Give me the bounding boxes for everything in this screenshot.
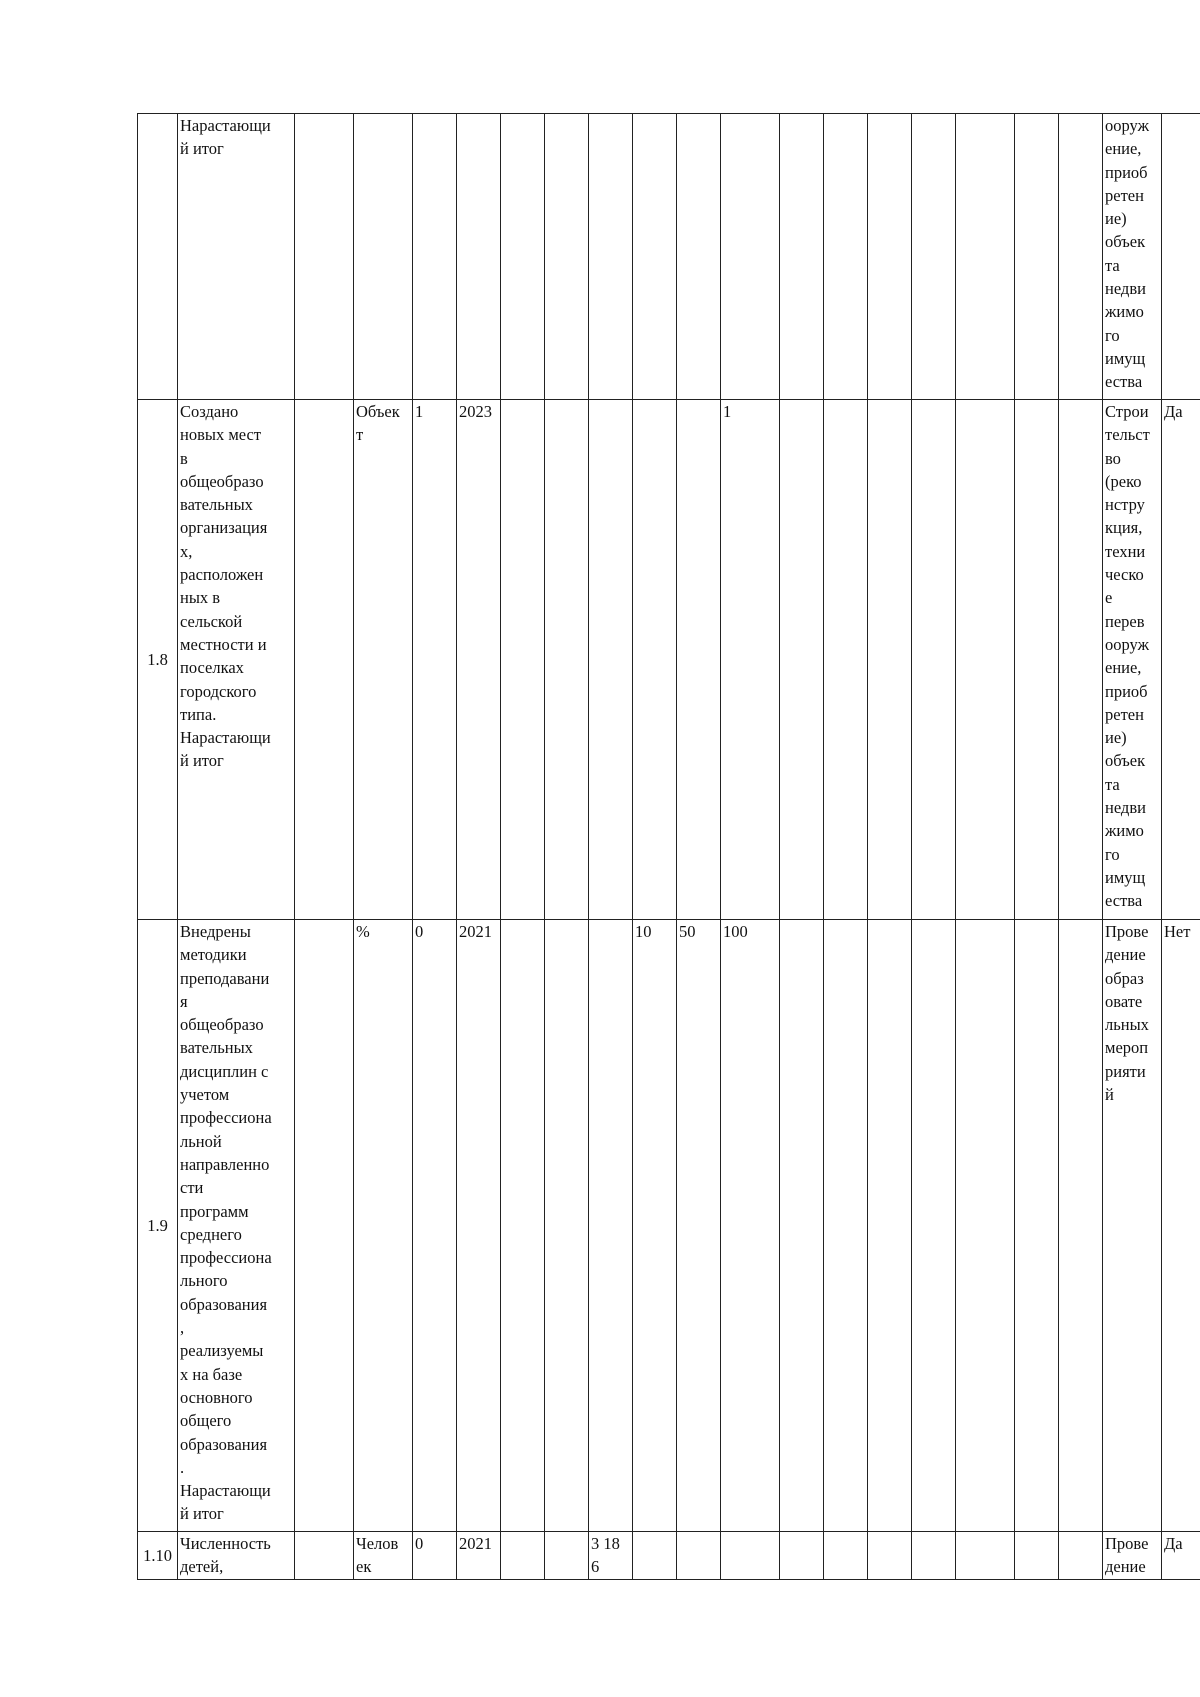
row-number-text: 1.9: [147, 1215, 168, 1235]
period-value: [868, 1532, 912, 1580]
period-value: [1015, 114, 1059, 400]
unit-of-measure-text: Челов ек: [356, 1534, 399, 1577]
period-value: [1015, 1532, 1059, 1580]
period-value: [1059, 920, 1103, 1532]
base-year-text: 2021: [459, 922, 492, 941]
event-type-text: Прове дение: [1105, 1534, 1149, 1577]
period-value: [589, 114, 633, 400]
base-year: [457, 114, 501, 400]
period-value: [956, 920, 1015, 1532]
event-type-text: Прове дение образ овате льных мероп рияти й: [1105, 922, 1149, 1105]
row-number: [138, 114, 178, 400]
empty-cell: [295, 920, 354, 1532]
table-row: [138, 1532, 1200, 1580]
period-value-text: 3 18 6: [591, 1534, 620, 1577]
event-type-text: ооруж ение, приоб ретен ие) объек та недви жимо го имущ ества: [1105, 116, 1149, 392]
period-value: [721, 920, 780, 1532]
base-value-text: 1: [415, 402, 424, 421]
period-value: [956, 1532, 1015, 1580]
unit-of-measure-text: %: [356, 922, 370, 941]
period-value: [501, 1532, 545, 1580]
period-value: [721, 400, 780, 920]
period-value: [501, 920, 545, 1532]
period-value: [868, 114, 912, 400]
period-value: [1015, 920, 1059, 1532]
flag-value-text: Да: [1164, 402, 1183, 421]
row-number: [138, 400, 178, 920]
flag-value: [1162, 400, 1200, 920]
period-value: [677, 114, 721, 400]
base-year-text: 2023: [459, 402, 492, 421]
period-value: [633, 400, 677, 920]
empty-cell: [295, 114, 354, 400]
period-value: [1059, 114, 1103, 400]
base-year-text: 2021: [459, 1534, 492, 1553]
empty-cell: [295, 400, 354, 920]
period-value: [545, 920, 589, 1532]
period-value: [824, 400, 868, 920]
period-value-text: 1: [723, 402, 732, 421]
flag-value: [1162, 1532, 1200, 1580]
base-value-text: 0: [415, 1534, 424, 1553]
period-value: [912, 114, 956, 400]
indicator-name-text: Численность детей,: [180, 1534, 271, 1577]
flag-value-text: Да: [1164, 1534, 1183, 1553]
unit-of-measure-text: Объек т: [356, 402, 400, 445]
event-type: [1103, 1532, 1162, 1580]
indicator-table: [137, 113, 1200, 1580]
event-type: [1103, 920, 1162, 1532]
period-value: [868, 400, 912, 920]
period-value: [677, 920, 721, 1532]
period-value: [633, 114, 677, 400]
base-value-text: 0: [415, 922, 424, 941]
row-number: [138, 1532, 178, 1580]
unit-of-measure: [354, 114, 413, 400]
period-value: [780, 114, 824, 400]
indicator-name-text: Создано новых мест в общеобразо вательных организация х, расположен ных в сельской местности и поселках городского типа. Нарастающи й итог: [180, 402, 271, 771]
period-value: [912, 1532, 956, 1580]
table-row: [138, 114, 1200, 400]
flag-value-text: Нет: [1164, 922, 1191, 941]
period-value: [956, 114, 1015, 400]
period-value-text: 100: [723, 922, 748, 941]
period-value: [589, 920, 633, 1532]
period-value: [589, 400, 633, 920]
event-type-text: Строи тельст во (реко нстру кция, техни ческо е перев ооруж ение, приоб ретен ие) объек та недви жимо го имущ ества: [1105, 402, 1150, 911]
period-value: [501, 114, 545, 400]
period-value: [824, 1532, 868, 1580]
base-year: [457, 400, 501, 920]
row-number-text: 1.10: [143, 1545, 172, 1565]
period-value: [1059, 400, 1103, 920]
base-value: [413, 114, 457, 400]
unit-of-measure: [354, 1532, 413, 1580]
period-value: [824, 114, 868, 400]
table-row: [138, 400, 1200, 920]
period-value: [677, 1532, 721, 1580]
indicator-name-text: Внедрены методики преподавани я общеобразо вательных дисциплин с учетом профессиона льной направленно сти программ среднего профессиона льного образования , реализуемы х на базе основного общего образования . Нарастающи й итог: [180, 922, 272, 1524]
period-value: [589, 1532, 633, 1580]
period-value: [868, 920, 912, 1532]
period-value: [956, 400, 1015, 920]
period-value: [1059, 1532, 1103, 1580]
unit-of-measure: [354, 920, 413, 1532]
indicator-name: [178, 400, 295, 920]
base-value: [413, 1532, 457, 1580]
period-value: [721, 1532, 780, 1580]
flag-value: [1162, 920, 1200, 1532]
period-value: [501, 400, 545, 920]
empty-cell: [295, 1532, 354, 1580]
period-value: [824, 920, 868, 1532]
period-value: [633, 1532, 677, 1580]
period-value: [780, 1532, 824, 1580]
period-value-text: 50: [679, 922, 696, 941]
period-value: [780, 920, 824, 1532]
period-value: [633, 920, 677, 1532]
table-row: [138, 920, 1200, 1532]
period-value: [912, 400, 956, 920]
base-value: [413, 400, 457, 920]
period-value-text: 10: [635, 922, 652, 941]
indicator-name: [178, 114, 295, 400]
period-value: [1015, 400, 1059, 920]
period-value: [780, 400, 824, 920]
row-number: [138, 920, 178, 1532]
period-value: [677, 400, 721, 920]
event-type: [1103, 114, 1162, 400]
indicator-name: [178, 920, 295, 1532]
base-value: [413, 920, 457, 1532]
event-type: [1103, 400, 1162, 920]
row-number-text: 1.8: [147, 649, 168, 669]
flag-value: [1162, 114, 1200, 400]
indicator-name: [178, 1532, 295, 1580]
period-value: [545, 114, 589, 400]
base-year: [457, 1532, 501, 1580]
period-value: [545, 1532, 589, 1580]
base-year: [457, 920, 501, 1532]
period-value: [912, 920, 956, 1532]
period-value: [721, 114, 780, 400]
unit-of-measure: [354, 400, 413, 920]
indicator-name-text: Нарастающи й итог: [180, 116, 271, 159]
period-value: [545, 400, 589, 920]
